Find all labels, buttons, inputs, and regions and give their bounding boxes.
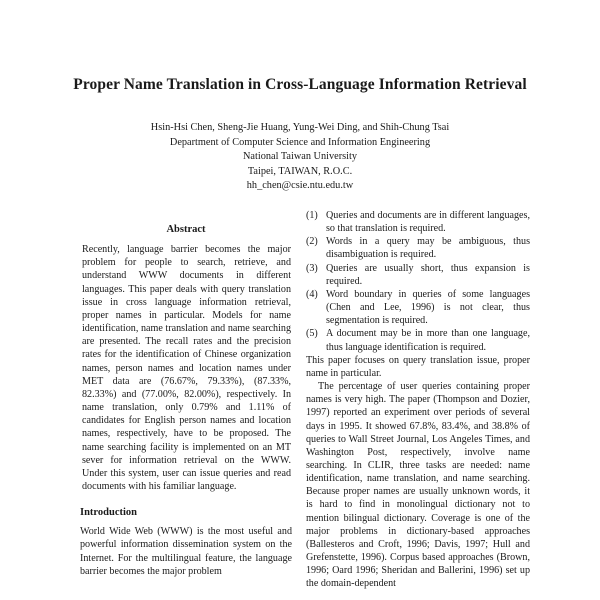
author-block (0, 121, 600, 194)
list-item-number: (1) (306, 210, 318, 221)
author-email: hh_chen@csie.ntu.edu.tw (246, 180, 354, 192)
abstract-heading: Abstract (166, 224, 206, 235)
list-item-text: Queries are usually short, thus expansion is required. (326, 262, 530, 287)
list-item (306, 235, 530, 261)
left-column (80, 223, 292, 578)
list-item (306, 327, 530, 353)
author-department: Department of Computer Science and Information Engineering (169, 136, 431, 148)
list-item-number: (3) (306, 262, 318, 274)
list-item-text: A document may be in more than one language, thus language identification is required. (326, 328, 530, 353)
introduction-heading: Introduction (80, 507, 137, 519)
right-column (306, 209, 530, 591)
clir-problem-list (306, 209, 530, 354)
paper-title: Proper Name Translation in Cross-Language Information Retrieval (73, 76, 527, 93)
list-item-number: (5) (306, 328, 318, 340)
abstract-text: Recently, language barrier becomes the major problem for people to search, retrieve, and understand WWW documents in different languages. This paper deals with query translation issue in cross language information retrieval, proper names in particular. Models for name identification, name translation and name searching are presented. The recall rates and the precision rates for the identification of Chinese organization names, person names and location names under MET data are (76.67%, 79.33%), (87.33%, 82.33%) and (77.00%, 82.00%), respectively. In name translation, only 0.79% and 1.11% of candidates for English person names and location names, respectively, have to be proposed. The name searching facility is implemented on an MT sever for information retrieval on the WWW. Under this system, user can issue queries and read documents with his familiar language. (82, 244, 291, 492)
list-item-number: (4) (306, 288, 318, 300)
focus-paragraph: This paper focuses on query translation issue, proper name in particular. (306, 354, 530, 379)
author-location: Taipei, TAIWAN, R.O.C. (247, 165, 353, 177)
author-names: Hsin-Hsi Chen, Sheng-Jie Huang, Yung-Wei Ding, and Shih-Chung Tsai (150, 122, 450, 133)
list-item-text: Word boundary in queries of some languages (Chen and Lee, 1996) is not clear, thus segmentation is required. (326, 288, 530, 327)
list-item (306, 288, 530, 327)
list-item-text: Queries and documents are in different languages, so that translation is required. (326, 210, 530, 235)
list-item (306, 209, 530, 235)
author-university: National Taiwan University (242, 151, 358, 163)
list-item-number: (2) (306, 236, 318, 248)
introduction-text: World Wide Web (WWW) is the most useful and powerful information dissemination system on the Internet. For the multilingual feature, the language barrier becomes the major problem (80, 526, 292, 577)
proper-names-paragraph: The percentage of user queries containing proper names is very high. The paper (Thompson and Dozier, 1997) reported an experiment over periods of several days in 1995. It showed 67.8%, 83.4%, and 38.8% of queries to Wall Street Journal, Los Angeles Times, and Washington Post, respectively, involve name searching. In CLIR, three tasks are needed: name identification, name translation, and name searching. Because proper names are usually unknown words, it is hard to find in monolingual dictionary not to mention bilingual dictionary. Coverage is one of the major problems in dictionary-based approaches (Ballesteros and Croft, 1996; Davis, 1997; Hull and Grefenstette, 1996). Corpus based approaches (Brown, 1996; Oard 1996; Sheridan and Ballerini, 1996) set up the domain-dependent (306, 381, 530, 590)
list-item-text: Words in a query may be ambiguous, thus disambiguation is required. (326, 236, 530, 261)
list-item (306, 262, 530, 288)
